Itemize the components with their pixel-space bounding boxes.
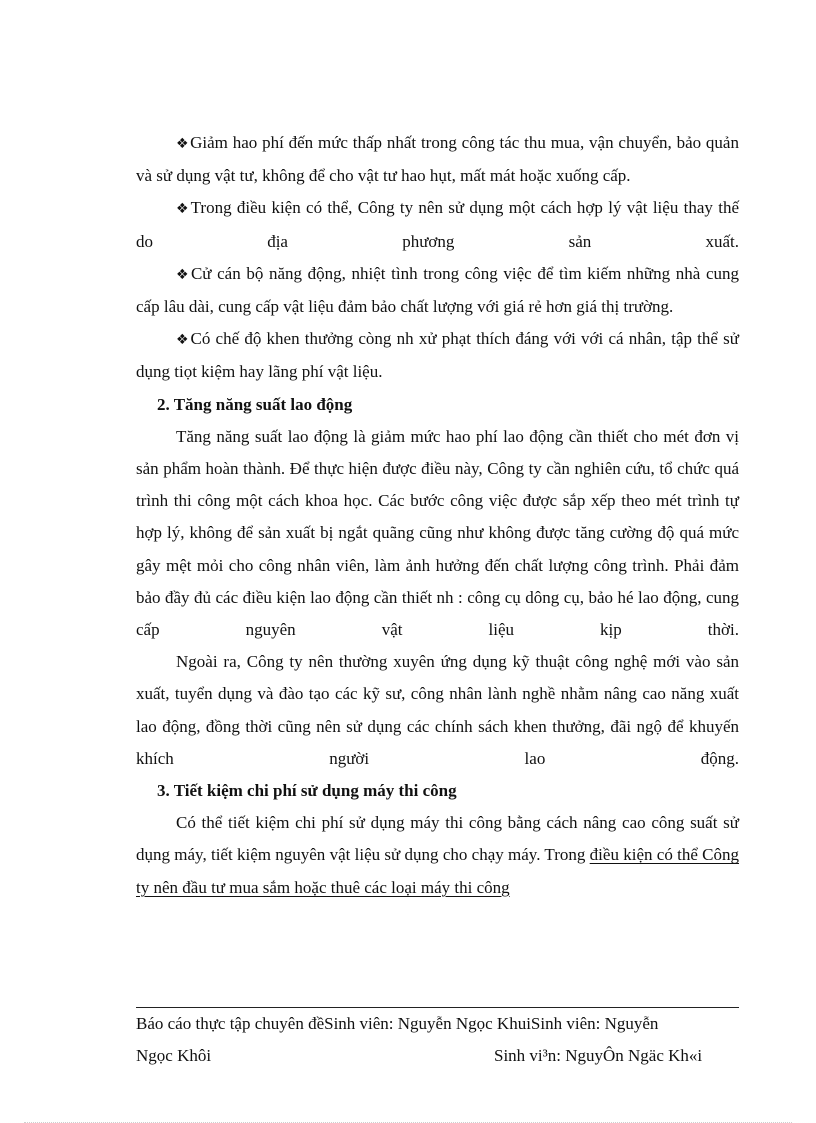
bullet-paragraph: [136, 258, 739, 323]
diamond-bullet-icon: ❖: [176, 266, 190, 283]
diamond-bullet-icon: ❖: [176, 332, 190, 349]
bullet-text: Cử cán bộ năng động, nhiệt tình trong công việc để tìm kiếm những nhà cung cấp lâu dài, cung cấp vật liệu đảm bảo chất lượng với giá rẻ hơn giá thị trường.: [136, 263, 739, 317]
diamond-bullet-icon: ❖: [176, 136, 190, 152]
body-paragraph: Ngoài ra, Công ty nên thường xuyên ứng dụng kỹ thuật công nghệ mới vào sản xuất, tuyển dụng và đào tạo các kỹ sư, công nhân lành nghề nhằm nâng cao năng xuất lao động, đồng thời cũng nên sử dụng các chính sách khen thưởng, đãi ngộ để khuyến khích người lao động.: [136, 652, 739, 768]
bullet-text: Trong điều kiện có thể, Công ty nên sử dụng một cách hợp lý vật liệu thay thế do địa phương sản xuất.: [136, 198, 739, 251]
footer-student-name: Ngọc Khôi: [136, 1046, 212, 1065]
page-footer: [136, 1007, 739, 1072]
bullet-text: Có chế độ khen thưởng còng nh xử phạt thích đáng với với cá nhân, tập thể sử dụng tiọt kiệm hay lãng phí vật liệu.: [136, 329, 739, 382]
section-heading: 3. Tiết kiệm chi phí sử dụng máy thi công: [157, 781, 457, 801]
footer-second-line: [136, 1040, 739, 1072]
diamond-bullet-icon: ❖: [176, 201, 190, 218]
bullet-paragraph: [136, 127, 739, 192]
body-text-underlined: điều kiện có thể Công ty nên đầu tư mua sắm hoặc thuê các loại máy thi công: [136, 845, 740, 897]
body-text: Có thể tiết kiệm chi phí sử dụng máy thi công bằng cách nâng cao công suất sử dụng máy, tiết kiệm nguyên vật liệu sử dụng cho chạy máy. Trong: [136, 813, 739, 865]
bullet-text: Giảm hao phí đến mức thấp nhất trong công tác thu mua, vận chuyển, bảo quản và sử dụng vật tư, không để cho vật tư hao hụt, mất mát hoặc xuống cấp.: [136, 133, 739, 186]
bullet-paragraph: [136, 192, 739, 257]
bullet-paragraph: [136, 323, 739, 388]
document-body: [136, 127, 739, 904]
footer-report-title: Báo cáo thực tập chuyên đềSinh viên: Nguyễn Ngọc KhuiSinh viên: Nguyễn: [136, 1014, 659, 1033]
body-paragraph: Tăng năng suất lao động là giảm mức hao phí lao động cần thiết cho mét đơn vị sản phẩm hoàn thành. Để thực hiện được điều này, Công ty cần nghiên cứu, tổ chức quá trình thi công một cách khoa học. Các bước công việc được sắp xếp theo mét trình tự hợp lý, không để sản xuất bị ngắt quãng cũng như không được tăng cường độ quá mức gây mệt mỏi cho công nhân viên, làm ảnh hưởng đến chất lượng công trình. Phải đảm bảo đầy đủ các điều kiện lao động cần thiết nh : công cụ dông cụ, bảo hé lao động, cung cấp nguyên vật liệu kịp thời.: [136, 426, 739, 640]
section-heading: 2. Tăng năng suất lao động: [157, 394, 353, 414]
body-paragraph: [136, 807, 739, 904]
footer-student-label: Sinh vi³n: NguyÔn Ngäc Kh«i: [494, 1046, 703, 1065]
